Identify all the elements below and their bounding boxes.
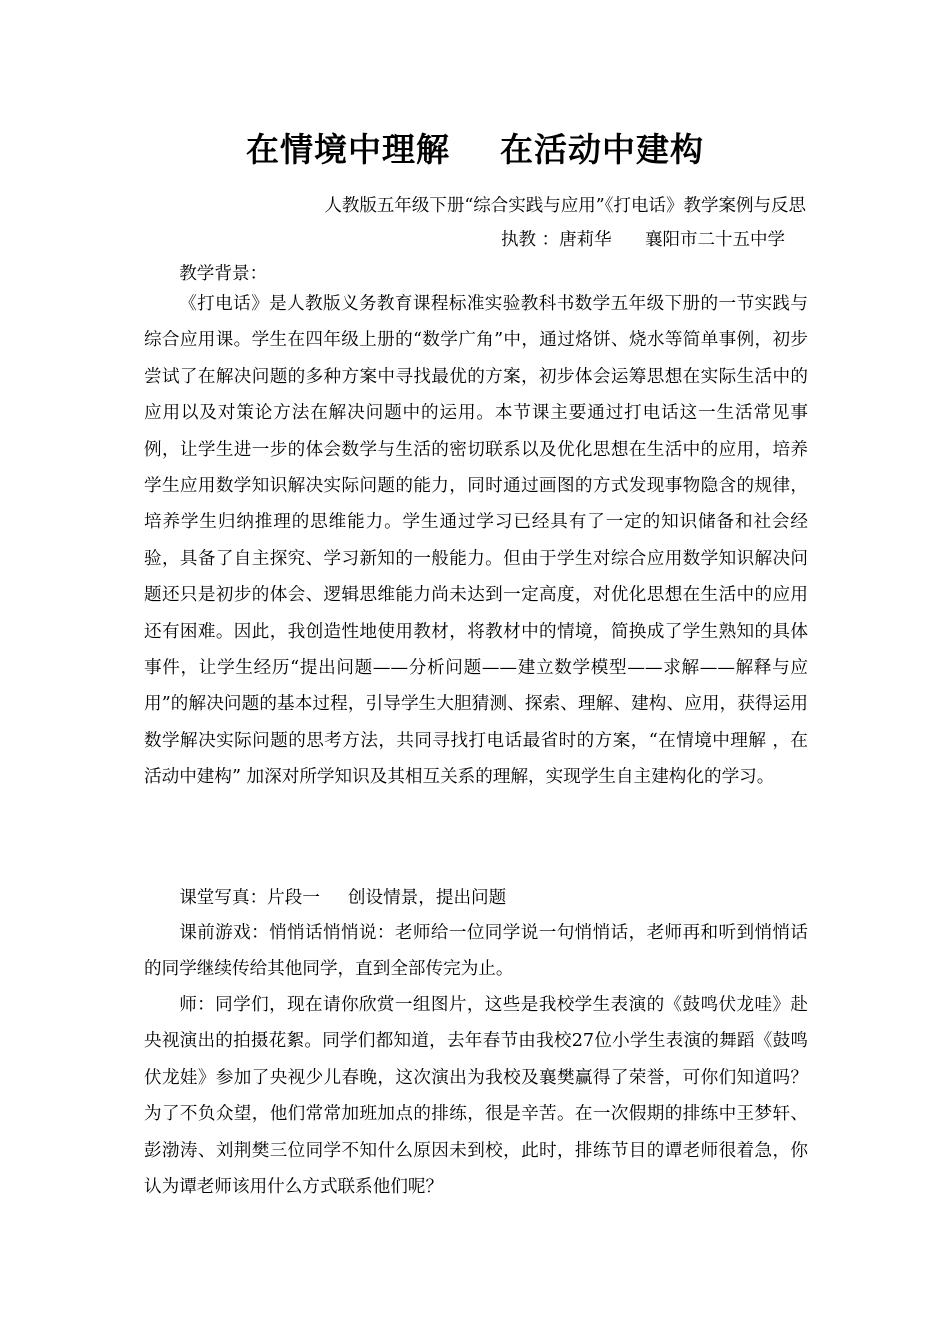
document-subtitle: 人教版五年级下册“综合实践与应用”《打电话》教学案例与反思 (324, 196, 806, 216)
author-line: 执教 ：唐莉华 襄阳市二十五中学 (501, 230, 785, 250)
teacher-paragraph: 师：同学们，现在请你欣赏一组图片，这些是我校学生表演的《鼓鸣伏龙哇》赴央视演出的拍摄花絮。同学们都知道，去年春节由我校27位小学生表演的舞蹈《鼓鸣伏龙娃》参加了央视少儿春晚，这次演出为我校及襄樊赢得了荣誉，可你们知道吗？为了不负众望，他们常常加班加点的排练，很是辛苦。在一次假期的排练中王梦轩、彭渤涛、刘荆樊三位同学不知什么原因未到校，此时，排练节目的谭老师很着急，你认为谭老师该用什么方式联系他们呢？ (144, 995, 808, 1198)
section-heading: 课堂写真：片段一 创设情景，提出问题 (179, 888, 507, 908)
document-title: 在情境中理解 在活动中建构 (246, 130, 704, 169)
background-heading: 教学背景： (179, 264, 268, 284)
background-paragraph: 《打电话》是人教版义务教育课程标准实验教科书数学五年级下册的一节实践与综合应用课。学生在四年级上册的“数学广角”中，通过烙饼、烧水等简单事例，初步尝试了在解决问题的多种方案中寻找最优的方案，初步体会运筹思想在实际生活中的应用以及对策论方法在解决问题中的运用。本节课主要通过打电话这一生活常见事例，让学生进一步的体会数学与生活的密切联系以及优化思想在生活中的应用，培养学生应用数学知识解决实际问题的能力，同时通过画图的方式发现事物隐含的规律，培养学生归纳推理的思维能力。学生通过学习已经具有了一定的知识储备和社会经验，具备了自主探究、学习新知的一般能力。但由于学生对综合应用数学知识解决问题还只是初步的体会、逻辑思维能力尚未达到一定高度，对优化思想在生活中的应用还有困难。因此，我创造性地使用教材，将教材中的情境，简换成了学生熟知的具体事件，让学生经历“提出问题——分析问题——建立数学模型——求解——解释与应用”的解决问题的基本过程，引导学生大胆猜测、探索、理解、建构、应用，获得运用数学解决实际问题的思考方法，共同寻找打电话最省时的方案，“在情境中理解 ，在活动中建构” 加深对所学知识及其相互关系的理解，实现学生自主建构化的学习。 (144, 294, 808, 788)
game-paragraph: 课前游戏：悄悄话悄悄说：老师给一位同学说一句悄悄话，老师再和听到悄悄话的同学继续传给其他同学，直到全部传完为止。 (144, 923, 808, 980)
